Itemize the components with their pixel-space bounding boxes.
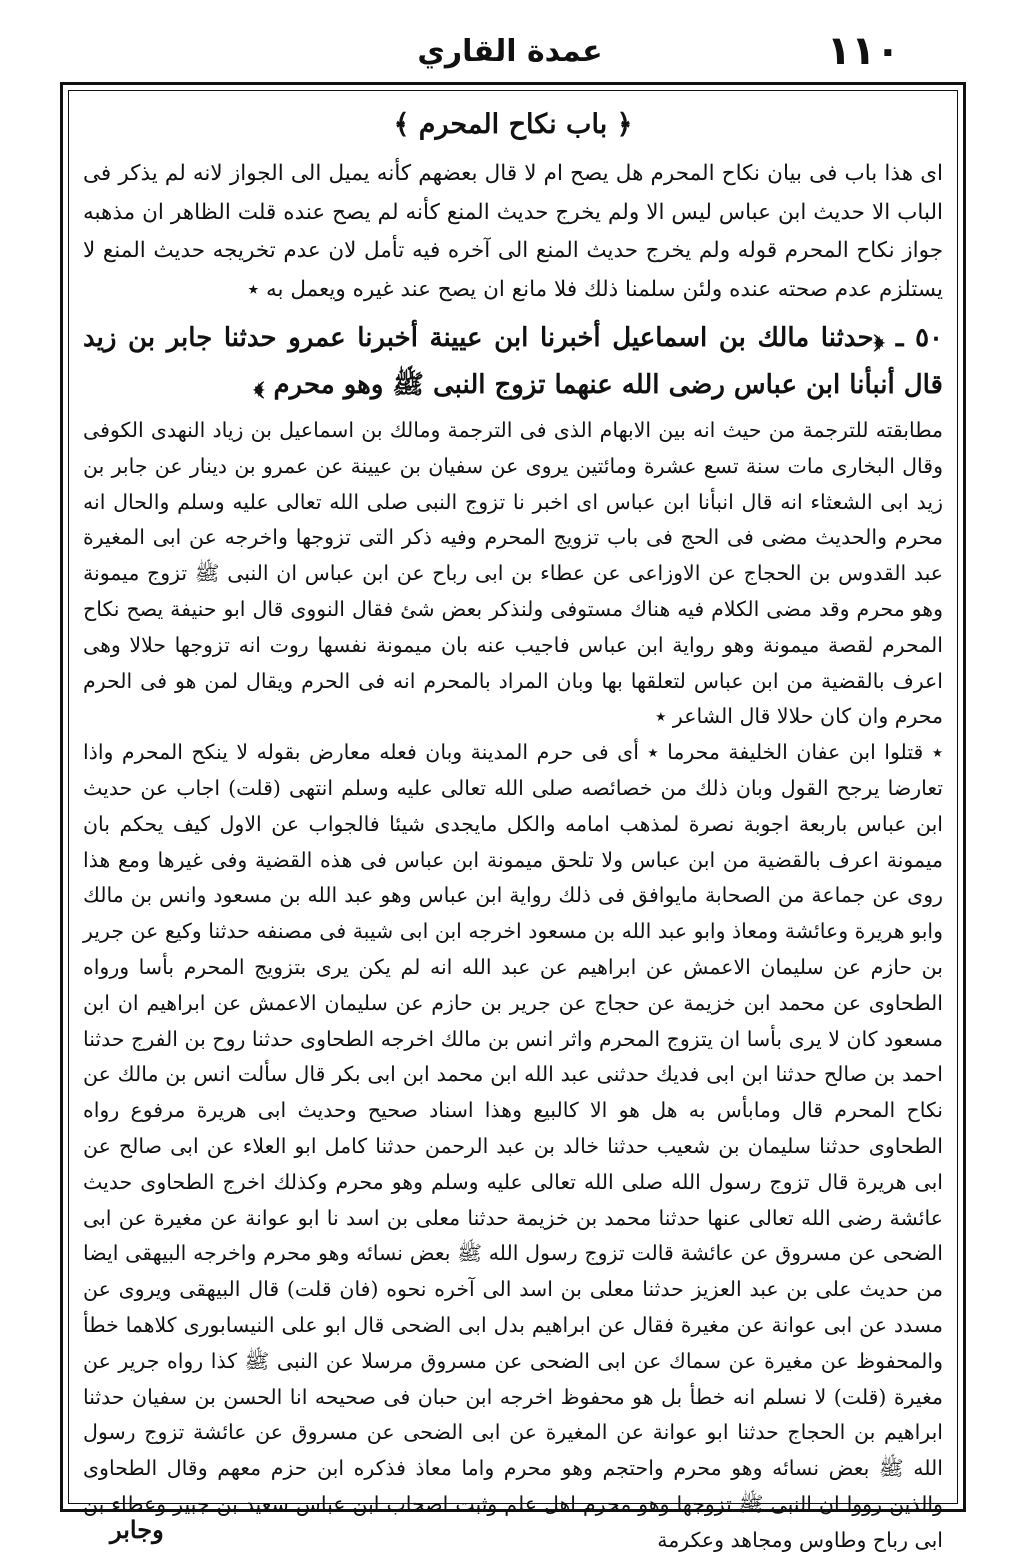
page-header — [60, 28, 960, 88]
hadith-text: ٥٠ ـ ﴿حدثنا مالك بن اسماعيل أخبرنا ابن عيينة أخبرنا عمرو حدثنا جابر بن زيد قال أنبأنا ابن عباس رضى الله عنهما تزوج النبى ﷺ وهو محرم ﴾ — [83, 323, 943, 400]
intro-paragraph: اى هذا باب فى بيان نكاح المحرم هل يصح ام لا قال بعضهم كأنه يميل الى الجواز لانه لم يذكر فى الباب الا حديث ابن عباس ليس الا ولم يخرج حديث المنع كأنه لم يصح عنده قلت الظاهر ان مذهبه جواز نكاح المحرم قوله ولم يخرج حديث المنع الى آخره فيه تأمل لان عدم تخريجه حديث المنع لا يستلزم عدم صحته عنده ولئن سلمنا ذلك فلا مانع ان يصح عند غيره ويعمل به ٭ — [83, 161, 943, 302]
page-number: ١١٠ — [826, 28, 900, 74]
catchword: وجابر — [110, 1515, 164, 1544]
running-title: عمدة القاري — [417, 34, 603, 69]
commentary-paragraph: مطابقته للترجمة من حيث انه بين الابهام الذى فى الترجمة ومالك بن اسماعيل بن زياد النهدى الكوفى وقال البخارى مات سنة تسع عشرة ومائتين يروى عن سفيان بن عيينة عن عمرو بن دينار عن جابر بن زيد ابى الشعثاء انه قال انبأنا ابن عباس اى اخبر نا تزوج النبى صلى الله تعالى عليه وسلم والحال انه محرم والحديث مضى فى الحج فى باب تزويج المحرم وفيه ذكر التى تزوجها واخرجه عن ابى المغيرة عبد القدوس بن الحجاج عن الاوزاعى عن عطاء بن ابى رباح عن ابن عباس ان النبى ﷺ تزوج ميمونة وهو محرم وقد مضى الكلام فيه هناك مستوفى ولنذكر بعض شئ فقال النووى قال ابو حنيفة يصح نكاح المحرم لقصة ميمونة وهو رواية ابن عباس فاجيب عنه بان ميمونة نفسها روت انه تزوجها حلالا وهى اعرف بالقضية من ابن عباس لتعلقها بها وبان المراد بالمحرم انه فى الحرم ويقال لمن هو فى الحرم محرم وان كان حلالا قال الشاعر ٭ — [83, 418, 943, 729]
chapter-heading: ﴿ باب نكاح المحرم ﴾ — [393, 109, 633, 140]
commentary-paragraph: ٭ قتلوا ابن عفان الخليفة محرما ٭ أى فى حرم المدينة وبان فعله معارض بقوله لا ينكح المحرم واذا تعارضا يرجح القول وبان ذلك من خصائصه صلى الله تعالى عليه وسلم انتهى (قلت) اجاب عن حديث ابن عباس باربعة اجوبة نصرة لمذهب امامه والكل مايجدى شيئا فالجواب عن الاول كيف يحكم بان ميمونة اعرف بالقضية من ابن عباس ولا تلحق ميمونة ابن عباس فى هذه القضية وفى غيرها ومع هذا روى عن جماعة من الصحابة مايوافق فى ذلك رواية ابن عباس وهو عبد الله بن مسعود وانس بن مالك وابو هريرة وعائشة ومعاذ وابو عبد الله بن مسعود اخرجه ابن ابى شيبة فى مصنفه حدثنا وكيع عن جرير بن حازم عن سليمان الاعمش عن ابراهيم عن عبد الله انه لم يكن يرى بتزويج المحرم بأسا ورواه الطحاوى عن محمد ابن خزيمة عن حجاج عن جرير بن حازم عن سليمان الاعمش عن ابراهيم ان ابن مسعود كان لا يرى بأسا ان يتزوج المحرم واثر انس بن مالك اخرجه الطحاوى حدثنا روح بن الفرج حدثنا احمد بن صالح حدثنا ابن ابى فديك حدثنى عبد الله ابن محمد ابن ابى بكر قال سألت انس بن مالك عن نكاح المحرم قال ومابأس به هل هو الا كالبيع وهذا اسناد صحيح وحديث ابى هريرة مرفوع رواه الطحاوى حدثنا سليمان بن شعيب حدثنا خالد بن عبد الرحمن حدثنا كامل ابو العلاء عن ابى صالح عن ابى هريرة قال تزوج رسول الله صلى الله تعالى عليه وسلم وهو محرم وكذلك اخرج الطحاوى حديث عائشة رضى الله تعالى عنها حدثنا محمد بن خزيمة حدثنا معلى بن اسد نا ابو عوانة عن مغيرة عن ابى الضحى عن مسروق عن عائشة قالت تزوج رسول الله ﷺ بعض نسائه وهو محرم واخرجه البيهقى ايضا من حديث على بن عبد العزيز حدثنا معلى بن اسد الى آخره نحوه (فان قلت) قال البيهقى ويروى عن مسدد عن ابى عوانة عن مغيرة فقال عن ابراهيم بدل ابى الضحى قال ابو على النيسابورى كلاهما خطأ والمحفوظ عن مغيرة عن سماك عن ابى الضحى عن مسروق مرسلا عن النبى ﷺ كذا رواه جرير عن مغيرة (قلت) لا نسلم انه خطأ بل هو محفوظ اخرجه ابن حبان فى صحيحه انا الحسن بن سفيان حدثنا ابراهيم بن الحجاج حدثنا ابو عوانة عن المغيرة عن ابى الضحى عن مسروق عن عائشة تزوج رسول الله ﷺ بعض نسائه وهو محرم واحتجم وهو محرم واما معاذ فذكره ابن حزم معهم وقال الطحاوى والذين رووا ان النبى ﷺ تزوجها وهو محرم اهل علم وثبت اصحاب ابن عباس سعيد بن جبير وعطاء بن ابى رباح وطاوس ومجاهد وعكرمة — [83, 740, 943, 1552]
